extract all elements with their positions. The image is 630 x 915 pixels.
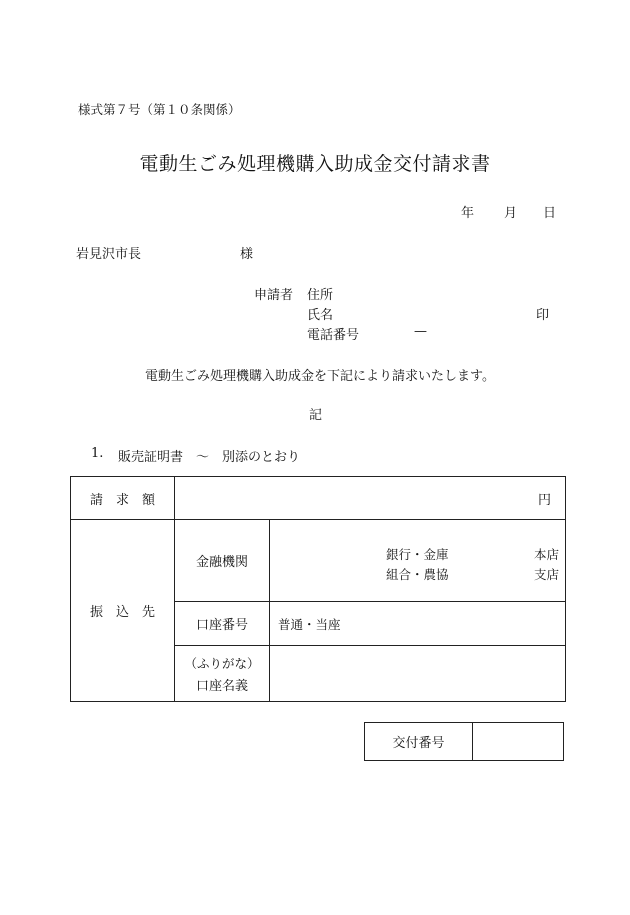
date-day: 日	[543, 206, 557, 221]
bank-line1-left: 銀行・金庫	[386, 546, 449, 562]
bank-line2-left: 組合・農協	[386, 566, 449, 582]
furigana-label: （ふりがな）	[184, 655, 260, 671]
addressee-honorific: 様	[240, 247, 254, 262]
seal-mark: 印	[536, 308, 550, 323]
name-label: 氏名	[307, 308, 334, 323]
kofu-label: 交付番号	[365, 723, 473, 761]
transfer-label: 振 込 先	[71, 520, 175, 702]
account-holder-label: 口座名義	[195, 678, 248, 694]
account-number-cell[interactable]	[270, 602, 566, 646]
payment-table	[70, 476, 566, 702]
addressee-name: 岩見沢市長	[76, 247, 142, 262]
request-sentence: 電動生ごみ処理機購入助成金を下記により請求いたします。	[145, 369, 495, 384]
amount-unit: 円	[537, 492, 551, 508]
account-holder-label-cell	[175, 646, 270, 702]
item1-text: 販売証明書 ～ 別添のとおり	[118, 450, 301, 465]
form-number: 様式第７号（第１０条関係）	[78, 102, 241, 117]
amount-cell[interactable]	[175, 477, 566, 520]
phone-dash: —	[414, 324, 427, 339]
account-type: 普通・当座	[278, 616, 341, 632]
institution-label: 金融機関	[175, 520, 270, 602]
kofu-value[interactable]	[473, 723, 564, 761]
address-label: 住所	[307, 288, 334, 303]
bank-line1-right: 本店	[533, 546, 559, 562]
kofu-number-box	[364, 722, 564, 761]
page-title: 電動生ごみ処理機購入助成金交付請求書	[139, 153, 491, 175]
bank-line2-right: 支店	[533, 566, 559, 582]
account-holder-cell[interactable]	[270, 646, 566, 702]
amount-label: 請 求 額	[71, 477, 175, 520]
applicant-label: 申請者	[254, 288, 294, 303]
institution-cell[interactable]	[270, 520, 566, 602]
date-month: 月	[504, 206, 518, 221]
item1-number: 1.	[91, 446, 104, 461]
date-year: 年	[461, 206, 475, 221]
phone-label: 電話番号	[307, 328, 360, 343]
ki-heading: 記	[309, 408, 323, 423]
account-number-label: 口座番号	[175, 602, 270, 646]
